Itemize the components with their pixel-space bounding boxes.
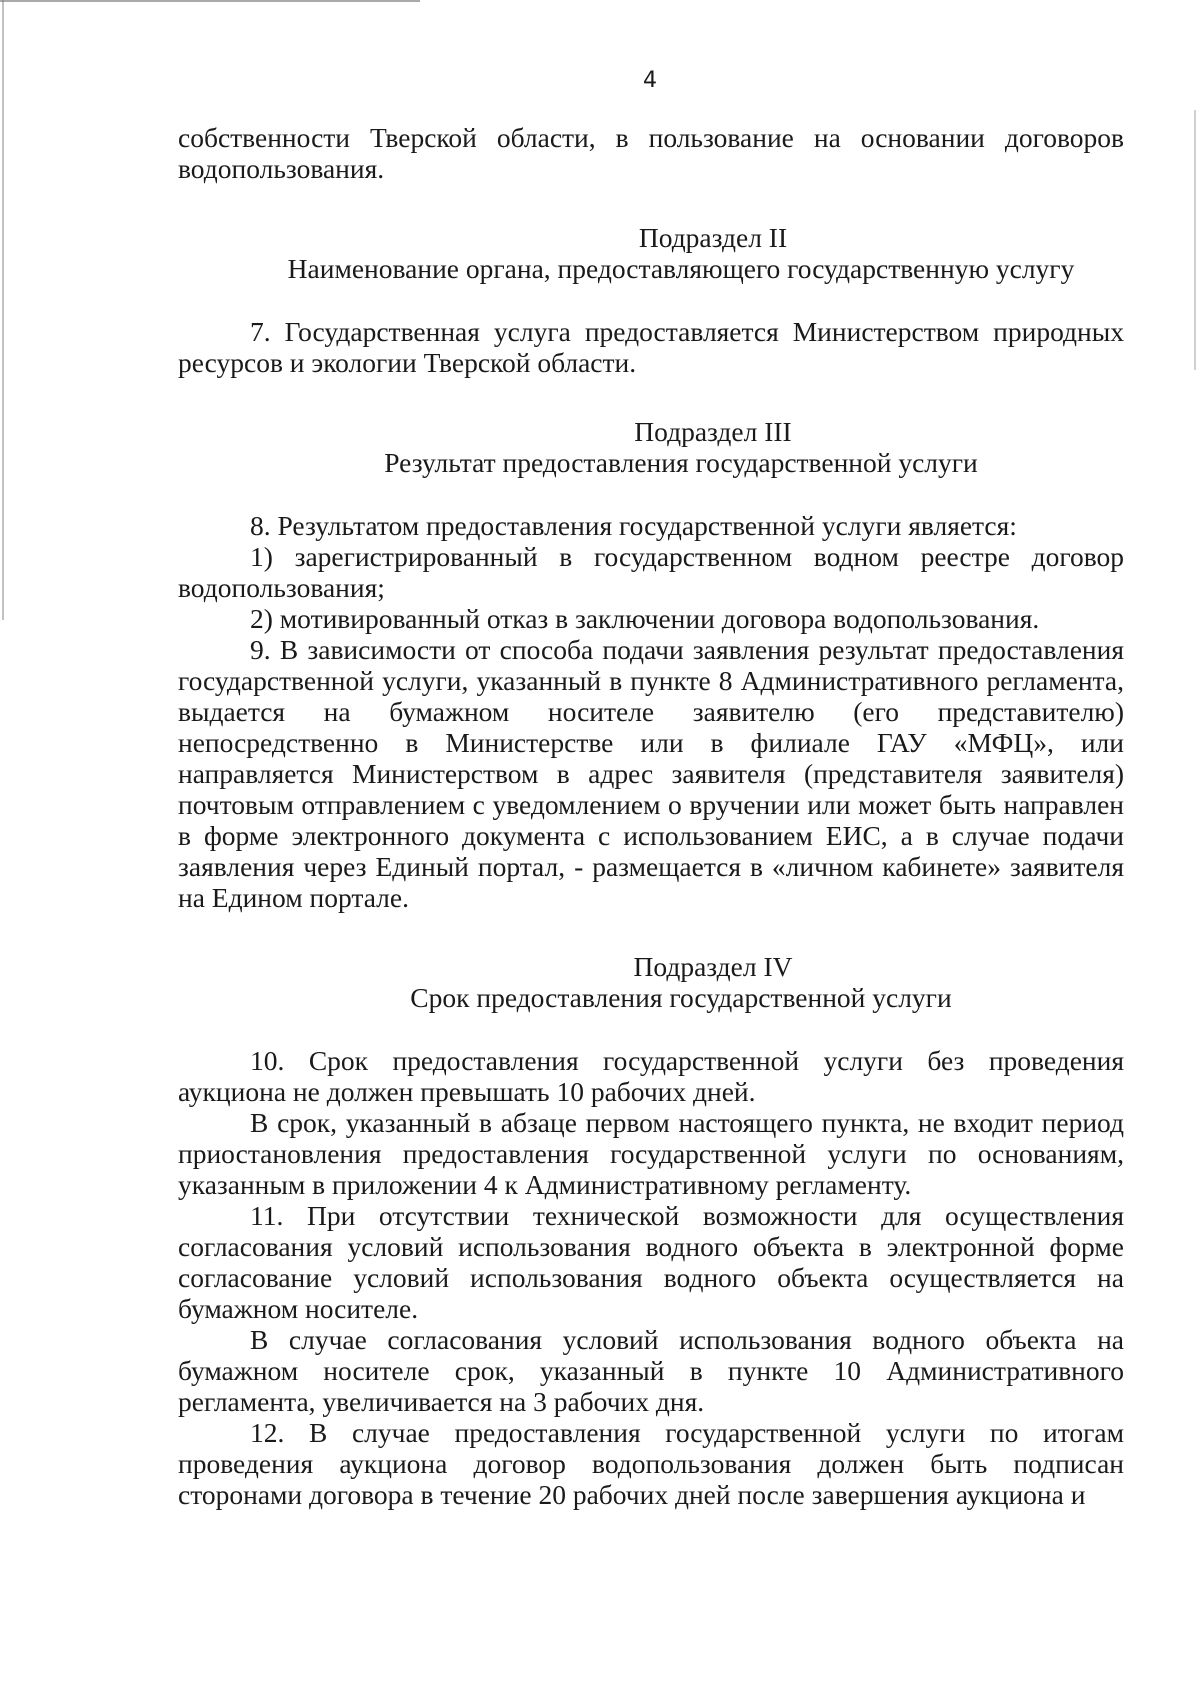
paragraph-11-abzac-2: В случае согласования условий использования водного объекта на бумажном носителе срок, указанный в пункте 10 Административного регламента, увеличивается на 3 рабочих дня. xyxy=(178,1324,1124,1417)
subsection-title: Подраздел IV xyxy=(633,951,793,982)
subsection-title: Подраздел III xyxy=(634,416,792,447)
page-number: 4 xyxy=(643,68,657,93)
paragraph-7: 7. Государственная услуга предоставляется Министерством природных ресурсов и экологии Тверской области. xyxy=(178,316,1124,378)
document-body xyxy=(178,122,1124,1510)
paragraph-12: 12. В случае предоставления государственной услуги по итогам проведения аукциона договор водопользования должен быть подписан сторонами договора в течение 20 рабочих дней после завершения аукциона и xyxy=(178,1417,1124,1510)
subsection-heading-4 xyxy=(178,951,1124,1013)
scan-edge-left xyxy=(2,0,4,620)
subsection-title: Подраздел II xyxy=(638,222,788,253)
subsection-subtitle: Наименование органа, предоставляющего государственную услугу xyxy=(287,253,1075,284)
paragraph-10-abzac-2: В срок, указанный в абзаце первом настоящего пункта, не входит период приостановления предоставления государственной услуги по основаниям, указанным в приложении 4 к Административному регламенту. xyxy=(178,1107,1124,1200)
scan-edge-top xyxy=(0,0,420,2)
paragraph-11: 11. При отсутствии технической возможности для осуществления согласования условий использования водного объекта в электронной форме согласование условий использования водного объекта осуществляется на бумажном носителе. xyxy=(178,1200,1124,1324)
scan-edge-right xyxy=(1194,110,1196,370)
paragraph-10: 10. Срок предоставления государственной услуги без проведения аукциона не должен превышать 10 рабочих дней. xyxy=(178,1045,1124,1107)
paragraph-8: 8. Результатом предоставления государственной услуги является: xyxy=(250,510,1017,541)
paragraph-continuation: собственности Тверской области, в пользование на основании договоров водопользования. xyxy=(178,122,1124,184)
paragraph-8-item-1: 1) зарегистрированный в государственном водном реестре договор водопользования; xyxy=(178,541,1124,603)
subsection-subtitle: Результат предоставления государственной услуги xyxy=(384,447,978,478)
paragraph-9: 9. В зависимости от способа подачи заявления результат предоставления государственной услуги, указанный в пункте 8 Административного регламента, выдается на бумажном носителе заявителю (его представителю) непосредственно в Министерстве или в филиале ГАУ «МФЦ», или направляется Министерством в адрес заявителя (представителя заявителя) почтовым отправлением с уведомлением о вручении или может быть направлен в форме электронного документа с использованием ЕИС, а в случае подачи заявления через Единый портал, - размещается в «личном кабинете» заявителя на Едином портале. xyxy=(178,634,1124,913)
paragraph-8-item-2: 2) мотивированный отказ в заключении договора водопользования. xyxy=(250,603,1040,634)
subsection-subtitle: Срок предоставления государственной услуги xyxy=(410,982,952,1013)
subsection-heading-2 xyxy=(178,222,1124,284)
subsection-heading-3 xyxy=(178,416,1124,478)
